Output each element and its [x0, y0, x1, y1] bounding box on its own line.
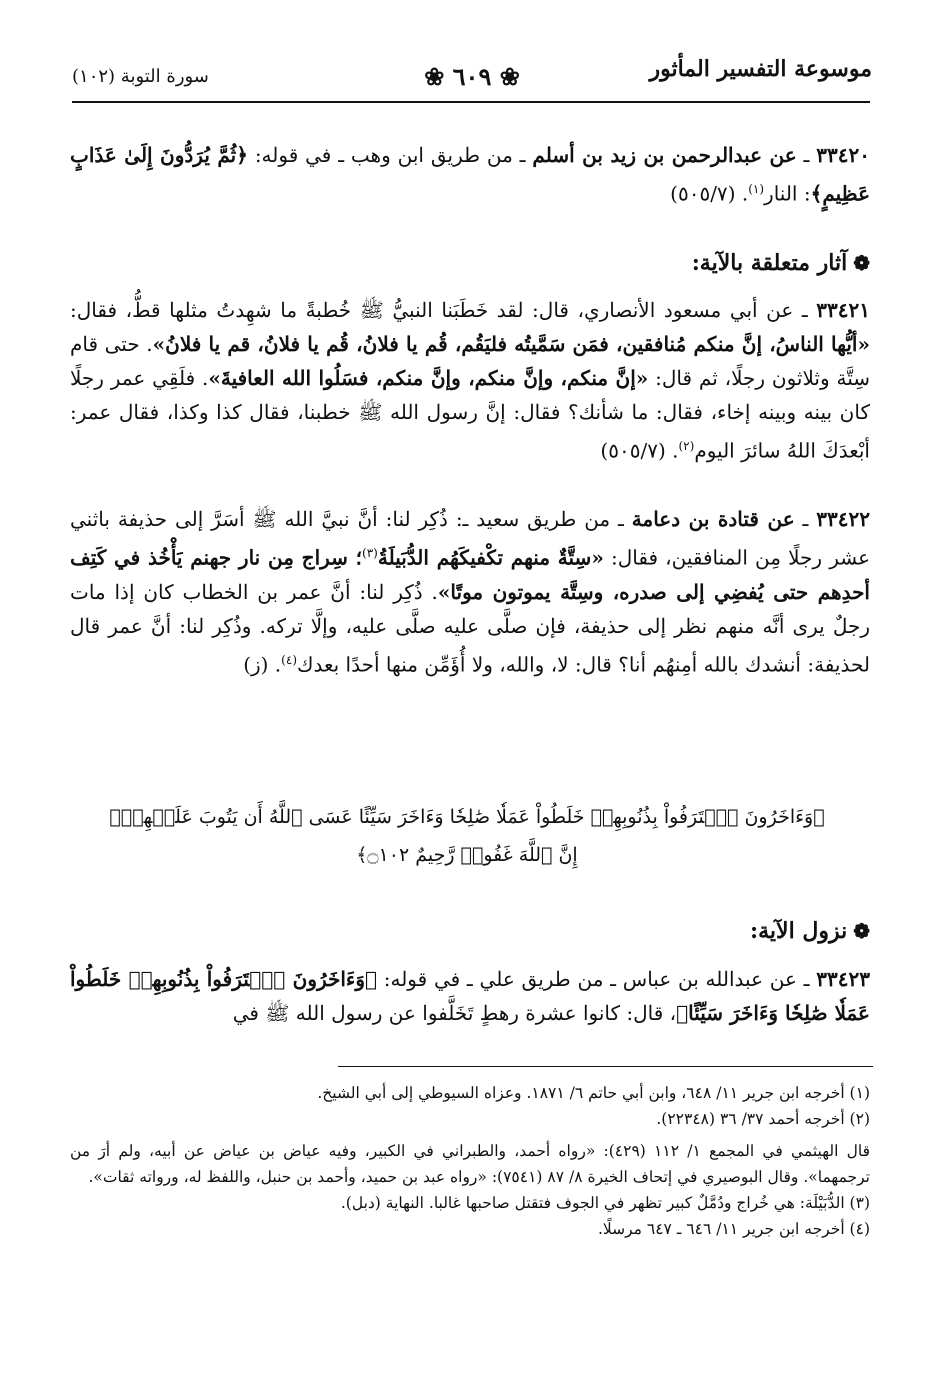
footnote-marker[interactable]: (١) — [748, 182, 765, 196]
page-number: ٦٠٩ — [452, 62, 492, 91]
quran-quote: ﴿وَءَاخَرُونَ ٱعۡتَرَفُواْ بِذُنُوبِهِمۡ خَلَطُواْ عَمَلٗا صَٰلِحٗا وَءَاخَرَ سَيِّئًا﴾ — [70, 967, 870, 1025]
section-heading-revelation — [70, 918, 870, 944]
footnote-2-comment: قال الهيثمي في المجمع ١/ ١١٢ (٤٢٩): «رواه أحمد، والطبراني في الكبير، وفيه عياض بن عياض عن أبيه، ولم أرَ من ترجمهما». وقال البوصيري في إتحاف الخيرة ٨/ ٨٧ (٧٥٤١): «رواه عبد بن حميد، وأحمد بن حنبل، واللفظ له، ورواته ثقات». — [70, 1142, 870, 1186]
narration-33420: ٣٣٤٢٠ ـ عن عبدالرحمن بن زيد بن أسلم ـ من طريق ابن وهب ـ في قوله: ﴿ثُمَّ يُرَدُّونَ إِلَىٰ عَذَابٍ عَظِيمٍ﴾: النار$^{(١)}$. (٥٠٥/٧) — [70, 143, 870, 206]
narration-text: : النار — [764, 181, 811, 206]
narration-number: ٣٣٤٢٢ — [816, 507, 871, 531]
flower-bullet-icon: ❁ — [853, 919, 870, 943]
footnote-marker[interactable]: (٣) — [362, 546, 378, 560]
narration-text: . فلَقِي عمر رجلًا كان بينه وبينه إخاء، فقال: ما شأنك؟ فقال: إنَّ رسول الله ﷺ خطبنا، فقال كذا وكذا، فقال عمر: أبْعدَكَ اللهُ سائرَ اليوم — [70, 366, 870, 463]
heading-text: نزول الآية: — [750, 918, 848, 944]
footnote-2: (٢) أخرجه أحمد ٣٧/ ٣٦ (٢٢٣٤٨). — [656, 1110, 870, 1128]
footnote-4: (٤) أخرجه ابن جرير ١١/ ٦٤٦ ـ ٦٤٧ مرسلًا. — [597, 1220, 870, 1238]
book-title: موسوعة التفسير المأثور — [649, 56, 872, 82]
narration-text: . حتى قام سِتَّة وثلاثون رجلًا، ثم قال: — [70, 332, 871, 390]
footnote-1: (١) أخرجه ابن جرير ١١/ ٦٤٨، وابن أبي حاتم ٦/ ١٨٧١. وعزاه السيوطي إلى أبي الشيخ. — [317, 1084, 870, 1102]
header-divider — [72, 101, 870, 103]
narrator-name: عن قتادة بن دعامة — [631, 507, 795, 531]
narration-number: ٣٣٤٢٣ — [816, 967, 870, 991]
ornament-right-icon: ❀ — [424, 62, 445, 91]
surah-reference: سورة التوبة (١٠٢) — [72, 66, 209, 87]
hadith-quote: «سِتَّةٌ منهم تكْفيكَهُم الدُّبَيلَةُ — [377, 545, 604, 570]
narration-text: ـ عن عبدالله بن عباس ـ من طريق علي ـ في قوله: — [377, 967, 817, 991]
footnote-marker[interactable]: (٢) — [678, 439, 695, 453]
hadith-quote: ؛ سِراج مِن نار جهنم يَأْخُذ في كَتِف أحدِهم حتى يُفضِي إلى صدره، وسِتَّة يموتون موتًا» — [70, 545, 870, 604]
narration-33423 — [70, 962, 870, 1030]
verse-line-1: ﴿وَءَاخَرُونَ ٱعۡتَرَفُواْ بِذُنُوبِهِمۡ خَلَطُواْ عَمَلٗا صَٰلِحٗا وَءَاخَرَ سَيِّئًا عَسَى ٱللَّهُ أَن يَتُوبَ عَلَيۡهِمۡۚ — [109, 806, 825, 828]
narrator-name: عن عبدالرحمن بن زيد بن أسلم — [532, 143, 797, 167]
footnote-divider — [338, 1066, 873, 1067]
narration-text: ـ من طريق ابن وهب ـ في قوله: — [247, 143, 533, 167]
footnote-marker[interactable]: (٤) — [281, 652, 297, 667]
page-header — [72, 56, 872, 102]
narration-33421 — [70, 293, 870, 468]
heading-text: آثار متعلقة بالآية: — [691, 250, 848, 276]
ornament-left-icon: ❀ — [499, 62, 520, 91]
narration-number: ٣٣٤٢٠ — [816, 143, 870, 167]
narration-text: ، قال: كانوا عشرة رهطٍ تَخَلَّفوا عن رسول الله ﷺ في — [232, 1001, 677, 1025]
narration-text: . ذُكِر لنا: أنَّ عمر بن الخطاب كان إذا مات رجلٌ يرى أنَّه منهم نظر إلى حذيفة، فإن صلَّى عليه صلَّى عليه، وإلَّا تركه. وذُكِر لنا: أنَّ عمر قال لحذيفة: أنشدك بالله أمِنهُم أنا؟ قال: لا، والله، ولا أُؤَمِّن منها أحدًا بعدك — [70, 579, 870, 677]
footnote-3: (٣) الدُّبَيْلَة: هي خُراج ودُمَّلٌ كبير تظهر في الجوف فتقتل صاحبها غالبا. النهاية (دبل). — [340, 1194, 870, 1212]
source-reference: . (ز) — [243, 652, 282, 677]
hadith-quote: «أيُّها الناسُ، إنَّ منكم مُنافقين، فمَن سَمَّيتُه فليَقُم، قُم يا فلانُ، قُم يا فلانُ، قم يا فلانُ» — [152, 332, 870, 356]
quran-quote: ﴿ثُمَّ يُرَدُّونَ إِلَىٰ عَذَابٍ عَظِيمٍ﴾ — [70, 143, 870, 206]
narration-33422: ٣٣٤٢٢ ـ عن قتادة بن دعامة ـ من طريق سعيد ـ: ذُكِر لنا: أنَّ نبيَّ الله ﷺ أسَرَّ إلى حذيفة باثني عشر رجلًا مِن المنافقين، فقال: «سِتَّةٌ منهم تكْفيكَهُم الدُّبَيلَةُ$^{(٣)}$؛ سِراج مِن نار جهنم يَأْخُذ في كَتِف أحدِهم حتى يُفضِي إلى صدره، وسِتَّة يموتون موتًا». ذُكِر لنا: أنَّ عمر بن الخطاب كان إذا مات رجلٌ يرى أنَّه منهم نظر إلى حذيفة، فإن صلَّى عليه صلَّى عليه، وإلَّا تركه. وذُكِر لنا: أنَّ عمر قال لحذيفة: أنشدك بالله أمِنهُم أنا؟ قال: لا، والله، ولا أُؤَمِّن منها أحدًا بعدك$^{(٤)}$. (ز) — [70, 507, 871, 677]
footnotes — [70, 1080, 870, 1242]
verse-line-2: إِنَّ ٱللَّهَ غَفُورٞ رَّحِيمٌ ۝١٠٢﴾ — [356, 844, 578, 866]
volume-reference: . (٥٠٥/٧) — [600, 438, 679, 463]
narration-text: ـ من طريق سعيد ـ: ذُكِر لنا: أنَّ نبيَّ الله ﷺ أسَرَّ إلى حذيفة باثني عشر رجلًا مِن المنافقين، فقال: — [70, 507, 870, 570]
narration-text: ـ عن أبي مسعود الأنصاري، قال: لقد خَطَبَنا النبيُّ ﷺ خُطبةً ما شهِدتُ مثلها قطُّ، فقال: — [70, 298, 817, 322]
volume-reference: . (٥٠٥/٧) — [670, 181, 749, 206]
narration-number: ٣٣٤٢١ — [816, 298, 870, 322]
quran-verse-block — [87, 798, 847, 874]
flower-bullet-icon: ❁ — [853, 251, 870, 275]
hadith-quote: «إنَّ منكم، وإنَّ منكم، وإنَّ منكم، فسَلُوا الله العافيةَ» — [208, 366, 649, 390]
section-heading-related — [70, 250, 870, 276]
